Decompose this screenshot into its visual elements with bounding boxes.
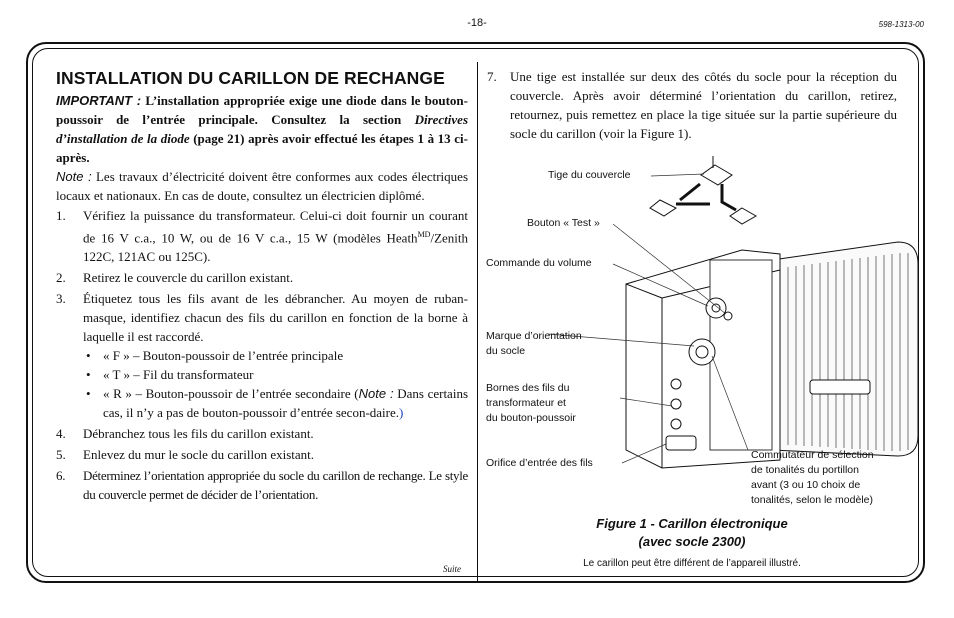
figure-caption-line: Figure 1 - Carillon électronique bbox=[596, 516, 788, 531]
callout-tige: Tige du couvercle bbox=[548, 169, 631, 181]
step-text: Une tige est installée sur deux des côtés du socle pour la réception du couvercle. Après avoir déterminé l’orientation du carillon, retirez, retournez, puis remettez en place la tige située sur la partie supérieure du socle du carillon (voir la Figure 1). bbox=[510, 69, 897, 141]
callout-commutateur bbox=[751, 448, 874, 508]
step-number: 2. bbox=[56, 270, 66, 286]
closing-paren: ) bbox=[399, 405, 404, 421]
step-1 bbox=[56, 206, 468, 266]
note-text: Les travaux d’électricité doivent être conformes aux codes électriques locaux et nationaux. En cas de doute, consultez un électricien diplômé. bbox=[56, 169, 469, 203]
step-text: Vérifiez la puissance du transformateur. Celui-ci doit fournir un courant de 16 V c.a., 10 W, ou de 16 V c.a., 15 W (modèles Heath bbox=[83, 208, 468, 246]
callout-line: Bornes des fils du bbox=[486, 382, 570, 394]
step-text: Débranchez tous les fils du carillon existant. bbox=[83, 426, 314, 442]
important-paragraph bbox=[56, 91, 468, 167]
callout-line: transformateur et bbox=[486, 397, 566, 409]
continued-label: Suite bbox=[443, 564, 461, 574]
step-2 bbox=[56, 268, 468, 287]
callout-marque bbox=[486, 329, 582, 359]
step-text: Déterminez l’orientation appropriée du socle du carillon de rechange. Le style du couvercle permet de décider de l’orientation. bbox=[83, 468, 468, 503]
brand-plate bbox=[810, 380, 870, 394]
lid-peg bbox=[650, 200, 676, 216]
step-number: 1. bbox=[56, 208, 66, 223]
bullet-text: Dans certains cas, il n’y a pas de bouton-poussoir d’entrée secon-daire. bbox=[103, 386, 468, 421]
callout-volume: Commande du volume bbox=[486, 257, 592, 269]
step-text: Étiquetez tous les fils avant de les débrancher. Au moyen de ruban-masque, identifiez chacun des fils du carillon en fonction de la borne à laquelle il est raccordé. bbox=[83, 291, 468, 345]
wire-hole bbox=[666, 436, 696, 450]
step-text: /Zenith 122C, 121AC ou 125C). bbox=[83, 230, 468, 265]
callout-line: tonalités, selon le modèle) bbox=[751, 494, 873, 506]
important-text-1: L’installation appropriée exige une diode dans le bouton-poussoir de l’entrée principale. Consultez la section bbox=[56, 93, 468, 127]
callout-line: du socle bbox=[486, 345, 526, 357]
bullet-text: « T » – Fil du transformateur bbox=[103, 367, 254, 383]
note-label: Note : bbox=[56, 169, 92, 184]
callout-bornes bbox=[486, 381, 576, 426]
chime-cover bbox=[772, 242, 918, 456]
callout-line: de tonalités du portillon bbox=[751, 464, 859, 476]
step-6 bbox=[56, 466, 468, 504]
list-item: • « R » – Bouton-poussoir de l’entrée secondaire (Note : Dans certains cas, il n’y a pas de bouton-poussoir d’entrée secon-daire.) bbox=[86, 386, 468, 421]
list-item: • « F » – Bouton-poussoir de l’entrée principale bbox=[86, 348, 344, 364]
figure-caption-line: (avec socle 2300) bbox=[638, 534, 746, 549]
page-number: -18- bbox=[467, 17, 487, 29]
callout-line: du bouton-poussoir bbox=[486, 412, 576, 424]
step-5 bbox=[56, 445, 468, 464]
section-title: INSTALLATION DU CARILLON DE RECHANGE bbox=[56, 68, 445, 88]
list-item: • « T » – Fil du transformateur bbox=[86, 367, 254, 383]
column-divider bbox=[477, 62, 478, 581]
important-text-2: (page 21) après avoir effectué les étapes 1 à 13 ci-après. bbox=[56, 131, 468, 165]
bullet-text: « R » – Bouton-poussoir de l’entrée secondaire ( bbox=[103, 386, 359, 402]
step-text: Retirez le couvercle du carillon existant. bbox=[83, 270, 294, 286]
callout-line: Commutateur de sélection bbox=[751, 449, 874, 461]
step-number: 6. bbox=[56, 468, 66, 484]
volume-knob bbox=[706, 298, 726, 318]
note-paragraph bbox=[56, 167, 468, 205]
wire-label-list bbox=[83, 346, 468, 422]
figure-note: Le carillon peut être différent de l’appareil illustré. bbox=[583, 558, 801, 569]
bullet-note-label: Note : bbox=[358, 386, 394, 402]
important-reference: Directives d’installation de la diode bbox=[56, 112, 468, 146]
document-number: 598-1313-00 bbox=[878, 20, 924, 29]
step-3 bbox=[56, 289, 468, 422]
step-number: 7. bbox=[487, 69, 497, 84]
lid-peg bbox=[701, 165, 732, 185]
callout-orifice: Orifice d’entrée des fils bbox=[486, 457, 593, 469]
steps-list bbox=[56, 206, 468, 504]
left-column bbox=[56, 66, 468, 506]
callout-bouton-test: Bouton « Test » bbox=[527, 217, 600, 229]
step-number: 4. bbox=[56, 426, 66, 442]
callout-line: Marque d’orientation bbox=[486, 330, 582, 342]
step-4 bbox=[56, 424, 468, 443]
bullet-text: « F » – Bouton-poussoir de l’entrée principale bbox=[103, 348, 344, 364]
figure-caption bbox=[560, 515, 824, 551]
step-text: Enlevez du mur le socle du carillon existant. bbox=[83, 447, 315, 463]
tone-selector bbox=[689, 339, 715, 365]
step-7 bbox=[487, 67, 897, 143]
step-number: 5. bbox=[56, 447, 66, 463]
callout-line: avant (3 ou 10 choix de bbox=[751, 479, 861, 491]
trademark-sup: MD bbox=[417, 230, 431, 239]
step-number: 3. bbox=[56, 291, 66, 307]
important-label: IMPORTANT : bbox=[56, 93, 142, 108]
